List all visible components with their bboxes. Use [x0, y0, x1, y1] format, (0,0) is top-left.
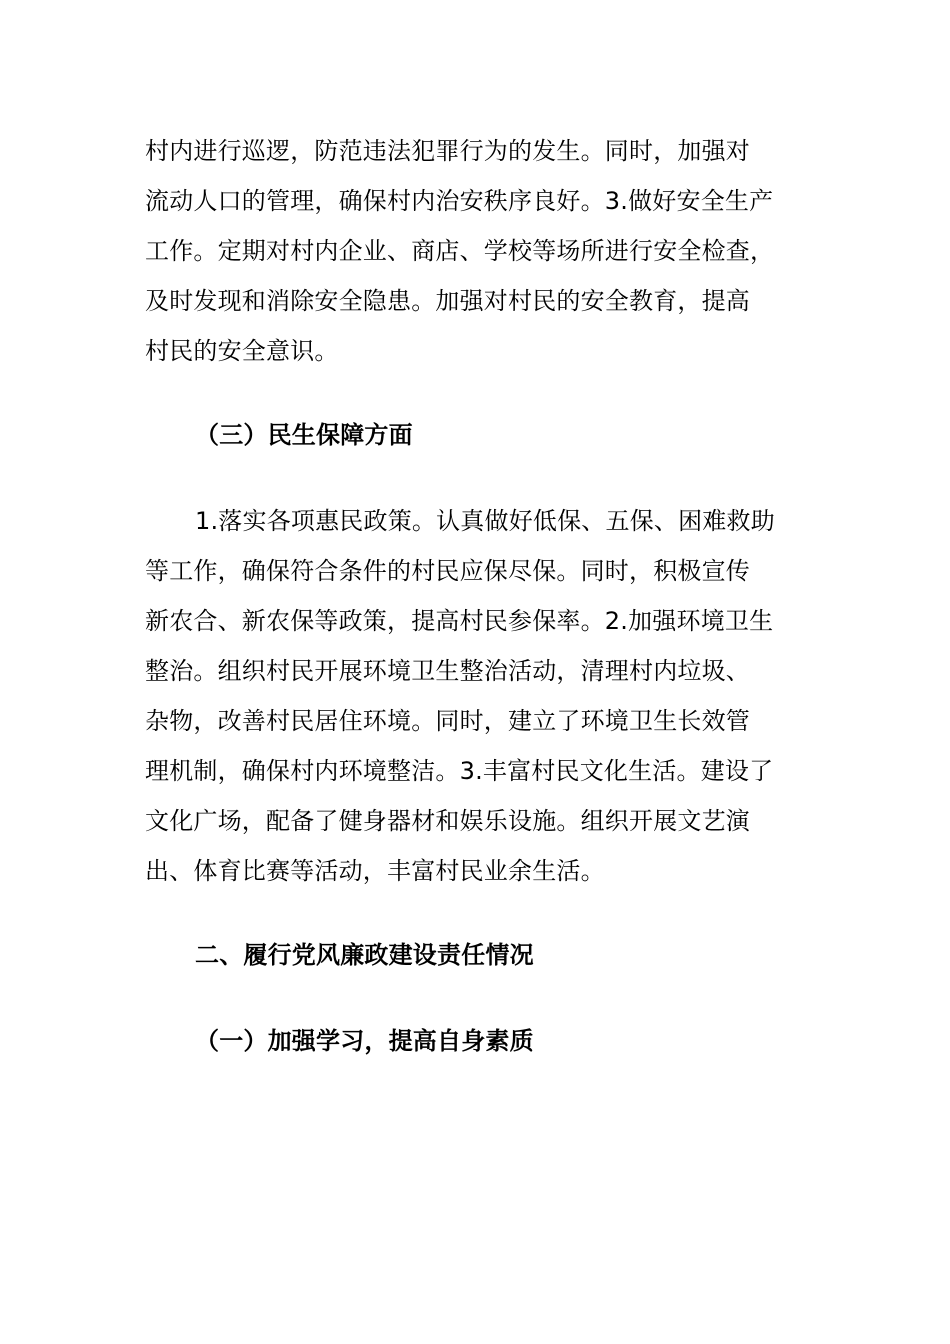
subsection-heading-study: （一）加强学习，提高自身素质 — [195, 1027, 534, 1055]
paragraph-line: 村民的安全意识。 — [145, 337, 339, 365]
paragraph-line: 等工作，确保符合条件的村民应保尽保。同时，积极宣传 — [145, 557, 750, 585]
paragraph-line: 村内进行巡逻，防范违法犯罪行为的发生。同时，加强对 — [145, 137, 750, 165]
paragraph-line: 新农合、新农保等政策，提高村民参保率。2.加强环境卫生 — [145, 607, 774, 635]
section-heading-2: 二、履行党风廉政建设责任情况 — [195, 941, 534, 969]
paragraph-line: 出、体育比赛等活动，丰富村民业余生活。 — [145, 857, 605, 885]
section-heading-livelihood: （三）民生保障方面 — [195, 421, 413, 449]
paragraph-line: 流动人口的管理，确保村内治安秩序良好。3.做好安全生产 — [145, 187, 774, 215]
paragraph-line: 整治。组织村民开展环境卫生整治活动，清理村内垃圾、 — [145, 657, 750, 685]
paragraph-line: 1.落实各项惠民政策。认真做好低保、五保、困难救助 — [195, 507, 775, 535]
paragraph-line: 杂物，改善村民居住环境。同时，建立了环境卫生长效管 — [145, 707, 750, 735]
paragraph-line: 工作。定期对村内企业、商店、学校等场所进行安全检查， — [145, 237, 775, 265]
paragraph-line: 及时发现和消除安全隐患。加强对村民的安全教育，提高 — [145, 287, 750, 315]
paragraph-line: 文化广场，配备了健身器材和娱乐设施。组织开展文艺演 — [145, 807, 750, 835]
paragraph-line: 理机制，确保村内环境整洁。3.丰富村民文化生活。建设了 — [145, 757, 774, 785]
